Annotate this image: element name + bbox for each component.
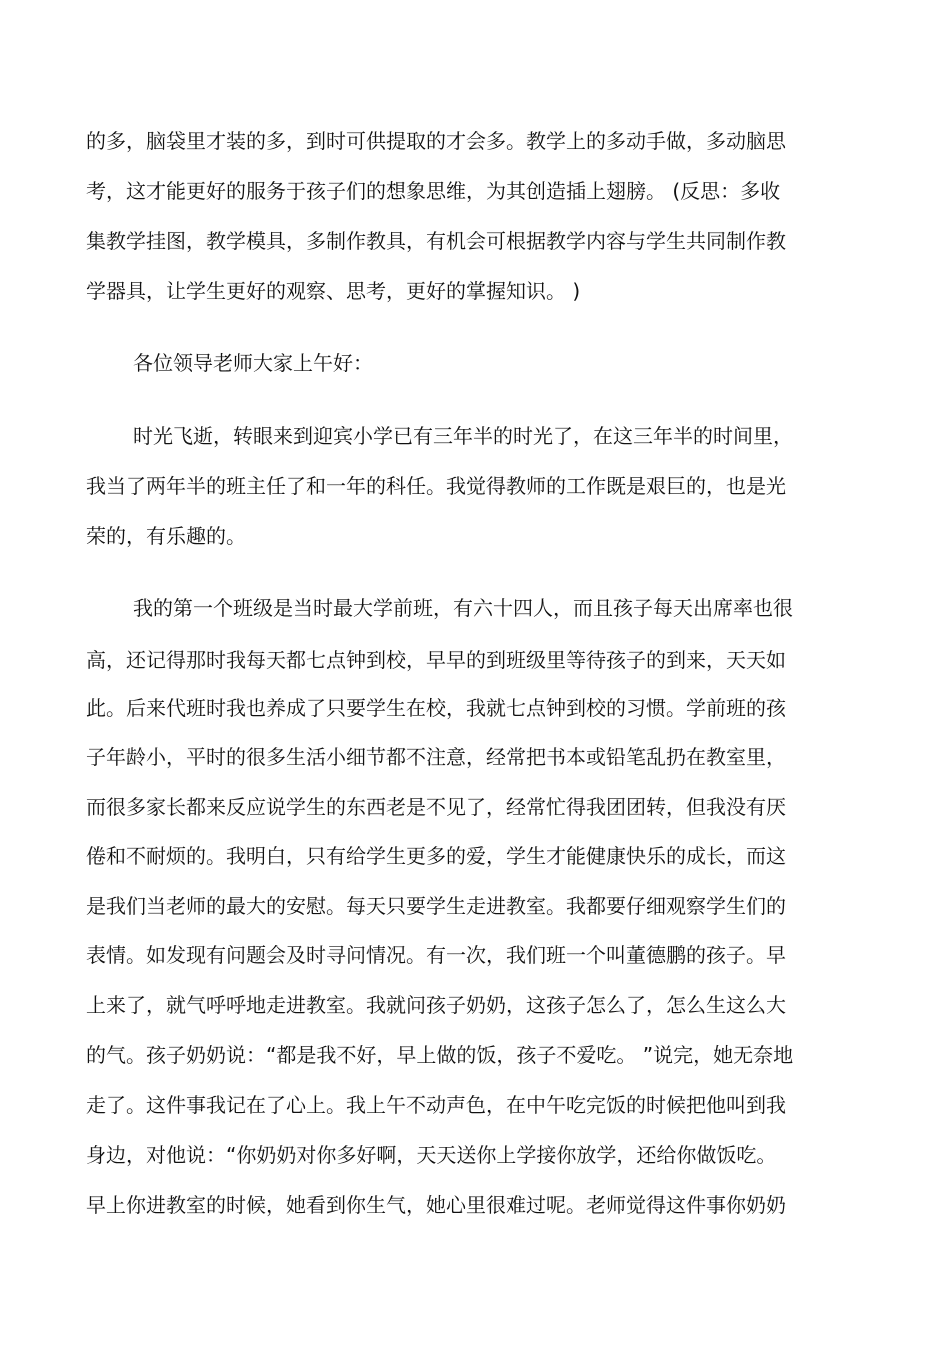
text-line: 考，这才能更好的服务于孩子们的想象思维，为其创造插上翅膀。 (反思：多收 — [86, 179, 781, 203]
text-line: 学器具，让学生更好的观察、思考，更好的掌握知识。 ) — [86, 279, 581, 303]
text-line: 时光飞逝，转眼来到迎宾小学已有三年半的时光了，在这三年半的时间里， — [133, 424, 793, 448]
text-line: 高，还记得那时我每天都七点钟到校，早早的到班级里等待孩子的到来，天天如 — [86, 648, 786, 672]
text-line: 表情。如发现有问题会及时寻问情况。有一次，我们班一个叫董德鹏的孩子。早 — [86, 943, 786, 967]
text-line: 上来了，就气呼呼地走进教室。我就问孩子奶奶，这孩子怎么了，怎么生这么大 — [86, 993, 786, 1017]
text-line: 的多，脑袋里才装的多，到时可供提取的才会多。教学上的多动手做，多动脑思 — [86, 129, 786, 153]
text-line: 而很多家长都来反应说学生的东西老是不见了，经常忙得我团团转，但我没有厌 — [86, 795, 786, 819]
text-line: 是我们当老师的最大的安慰。每天只要学生走进教室。我都要仔细观察学生们的 — [86, 894, 786, 918]
text-line: 荣的，有乐趣的。 — [86, 524, 246, 548]
text-line: 走了。这件事我记在了心上。我上午不动声色，在中午吃完饭的时候把他叫到我 — [86, 1093, 786, 1117]
text-line: 身边，对他说：“你奶奶对你多好啊，天天送你上学接你放学，还给你做饭吃。 — [86, 1143, 777, 1167]
text-line: 的气。孩子奶奶说：“都是我不好，早上做的饭，孩子不爱吃。 ”说完，她无奈地 — [86, 1043, 794, 1067]
text-line: 我当了两年半的班主任了和一年的科任。我觉得教师的工作既是艰巨的，也是光 — [86, 474, 786, 498]
text-line: 集教学挂图，教学模具，多制作教具，有机会可根据教学内容与学生共同制作教 — [86, 229, 786, 253]
greeting-line: 各位领导老师大家上午好： — [133, 351, 373, 375]
text-line: 早上你进教室的时候，她看到你生气，她心里很难过呢。老师觉得这件事你奶奶 — [86, 1193, 786, 1217]
text-line: 子年龄小，平时的很多生活小细节都不注意，经常把书本或铅笔乱扔在教室里， — [86, 745, 786, 769]
text-line: 我的第一个班级是当时最大学前班，有六十四人，而且孩子每天出席率也很 — [133, 596, 793, 620]
text-line: 此。后来代班时我也养成了只要学生在校，我就七点钟到校的习惯。学前班的孩 — [86, 696, 786, 720]
text-line: 倦和不耐烦的。我明白，只有给学生更多的爱，学生才能健康快乐的成长，而这 — [86, 844, 786, 868]
